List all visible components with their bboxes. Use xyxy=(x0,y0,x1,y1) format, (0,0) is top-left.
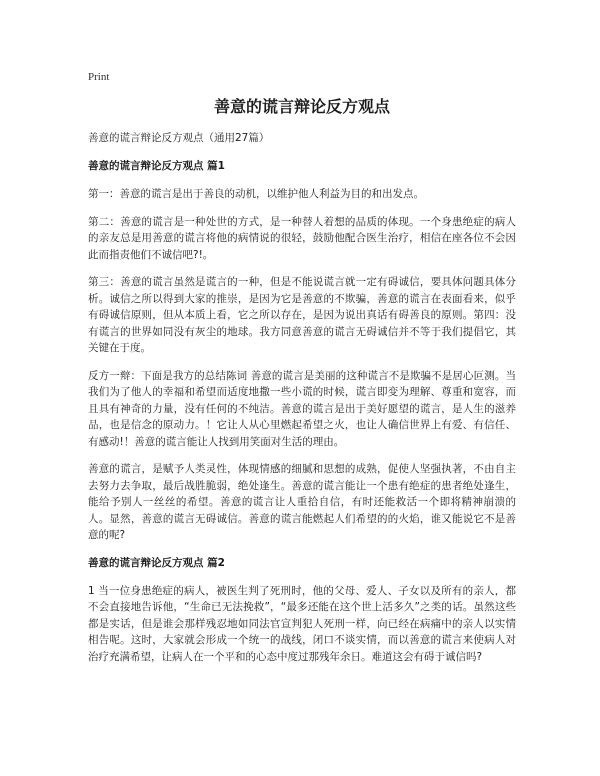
section-1 xyxy=(88,158,516,544)
section-heading: 善意的谎言辩论反方观点 篇2 xyxy=(88,556,225,569)
paragraph: 第一：善意的谎言是出于善良的动机，以维护他人利益为目的和出发点。 xyxy=(88,188,424,200)
paragraph: 第二：善意的谎言是一种处世的方式，是一种替人着想的品质的体现。一个身患绝症的病人的亲友总是用善意的谎言将他的病情说的很轻，鼓励他配合医生治疗，相信在座各位不会因此而指责他们不诚信吧?!。 xyxy=(88,215,516,261)
section-heading: 善意的谎言辩论反方观点 篇1 xyxy=(88,160,225,172)
paragraph: 1 当一位身患绝症的病人，被医生判了死刑时，他的父母、爱人、子女以及所有的亲人，都不会直接地告诉他，“生命已无法挽救”，“最多还能在这个世上活多久”之类的话。虽然这些都是实话，但是谁会那样残忍地如同法官宣判犯人死刑一样，向已经在病痛中的亲人以实情相告呢。这时，大家就会形成一个统一的战线，闭口不谈实情，而以善意的谎言来使病人对治疗充满希望，让病人在一个平和的心态中度过那残年余日。难道这会有碍于诚信吗? xyxy=(88,584,516,663)
document-subtitle: 善意的谎言辩论反方观点（通用27篇） xyxy=(88,132,270,144)
document-title: 善意的谎言辩论反方观点 xyxy=(213,97,390,116)
paragraph: 善意的谎言，是赋予人类灵性，体现情感的细腻和思想的成熟，促使人坚强执著，不由自主去努力去争取，最后战胜脆弱，绝处逢生。善意的谎言能让一个患有绝症的患者绝处逢生，能给予别人一丝丝的希望。善意的谎言让人重拾自信，有时还能救活一个即将精神崩溃的人。显然，善意的谎言无碍诚信。善意的谎言能燃起人们希望的的火焰，谁又能说它不是善意的呢? xyxy=(88,463,516,541)
paragraph: 第三：善意的谎言虽然是谎言的一种，但是不能说谎言就一定有碍诚信，要具体问题具体分析。诚信之所以得到大家的推崇，是因为它是善意的不欺骗，善意的谎言在表面看来，似乎有碍诚信原则，但从本质上看，它之所以存在，是因为说出真话有碍善良的原则。第四：没有谎言的世界如同没有灰尘的地球。我方同意善意的谎言无碍诚信并不等于我们提倡它，其关键在于度。 xyxy=(88,276,516,354)
paragraph: 反方一辩：下面是我方的总结陈词 善意的谎言是美丽的这种谎言不是欺骗不是居心叵测。当我们为了他人的幸福和希望而适度地撒一些小谎的时候，谎言即变为理解、尊重和宽容，而且具有神奇的力量，没有任何的不纯洁。善意的谎言是出于美好愿望的谎言，是人生的滋养品，也是信念的原动力。！它让人从心里燃起希望之火，也让人确信世界上有爱、有信任、有感动!！善意的谎言能让人找到用笑面对生活的理由。 xyxy=(88,369,516,448)
document-page xyxy=(88,70,516,676)
section-2 xyxy=(88,555,516,666)
print-label: Print xyxy=(88,71,110,83)
